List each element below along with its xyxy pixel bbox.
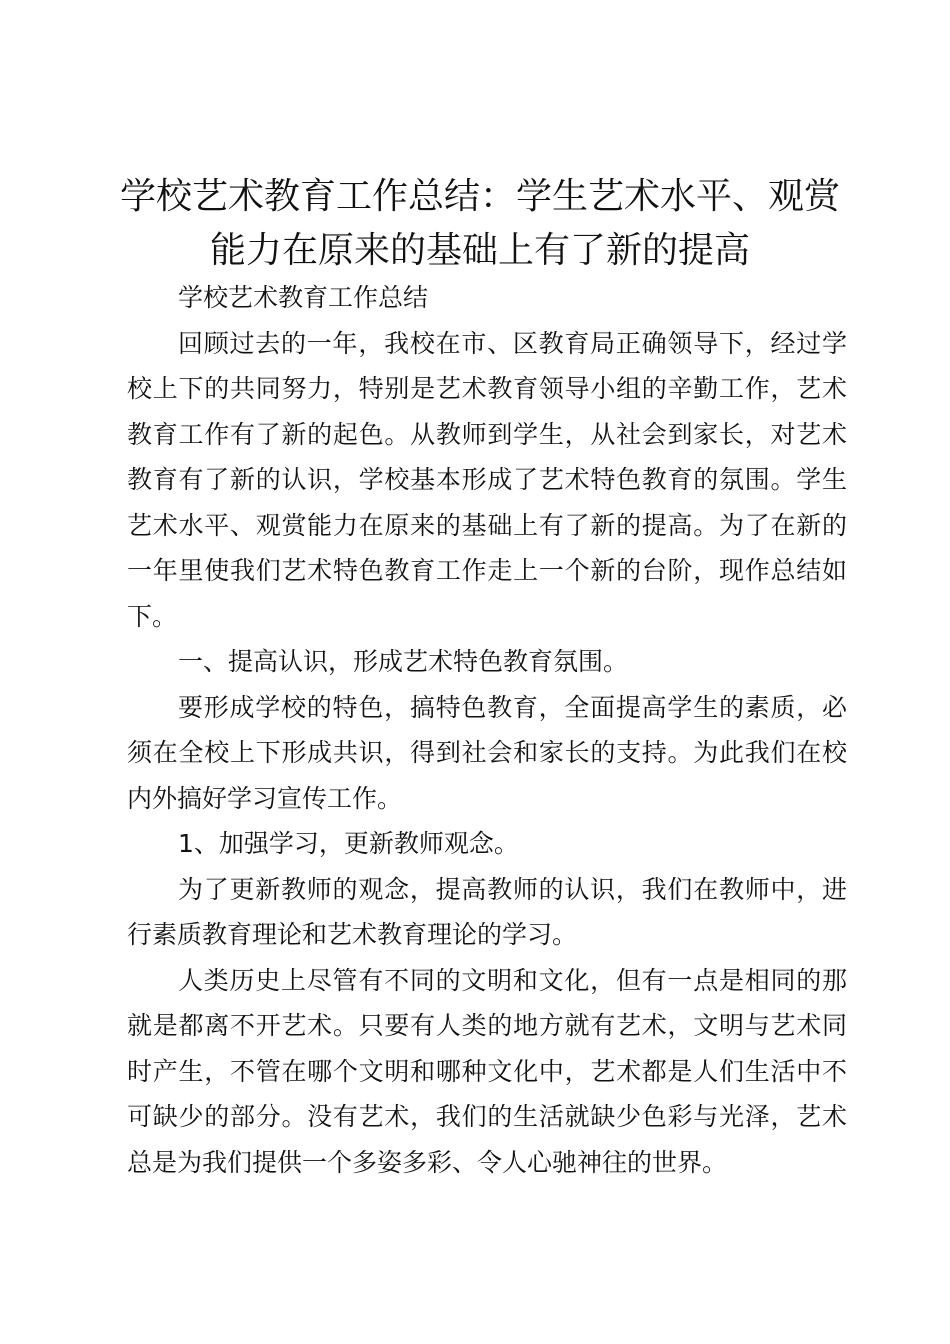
document-title: 学校艺术教育工作总结：学生艺术水平、观赏能力在原来的基础上有了新的提高 bbox=[119, 176, 840, 271]
subtitle-paragraph: 学校艺术教育工作总结 bbox=[178, 283, 429, 312]
art-history-paragraph: 人类历史上尽管有不同的文明和文化，但有一点是相同的那就是都离不开艺术。只要有人类的地方就有艺术，文明与艺术同时产生，不管在哪个文明和哪种文化中，艺术都是人们生活中不可缺少的部分。没有艺术，我们的生活就缺少色彩与光泽，艺术总是为我们提供一个多姿多彩、令人心驰神往的世界。 bbox=[127, 965, 847, 1177]
section-1-paragraph: 要形成学校的特色，搞特色教育，全面提高学生的素质，必须在全校上下形成共识，得到社会和家长的支持。为此我们在校内外搞好学习宣传工作。 bbox=[127, 692, 847, 813]
section-heading-1: 一、提高认识，形成艺术特色教育氛围。 bbox=[178, 647, 629, 676]
subsection-1-paragraph: 为了更新教师的观念，提高教师的认识，我们在教师中，进行素质教育理论和艺术教育理论的学习。 bbox=[127, 874, 847, 949]
document-body bbox=[127, 275, 847, 1185]
intro-paragraph: 回顾过去的一年，我校在市、区教育局正确领导下，经过学校上下的共同努力，特别是艺术教育领导小组的辛勤工作，艺术教育工作有了新的起色。从教师到学生，从社会到家长，对艺术教育有了新的认识，学校基本形成了艺术特色教育的氛围。学生艺术水平、观赏能力在原来的基础上有了新的提高。为了在新的一年里使我们艺术特色教育工作走上一个新的台阶，现作总结如下。 bbox=[127, 328, 847, 631]
subsection-heading-1: 1、加强学习，更新教师观念。 bbox=[178, 829, 519, 858]
